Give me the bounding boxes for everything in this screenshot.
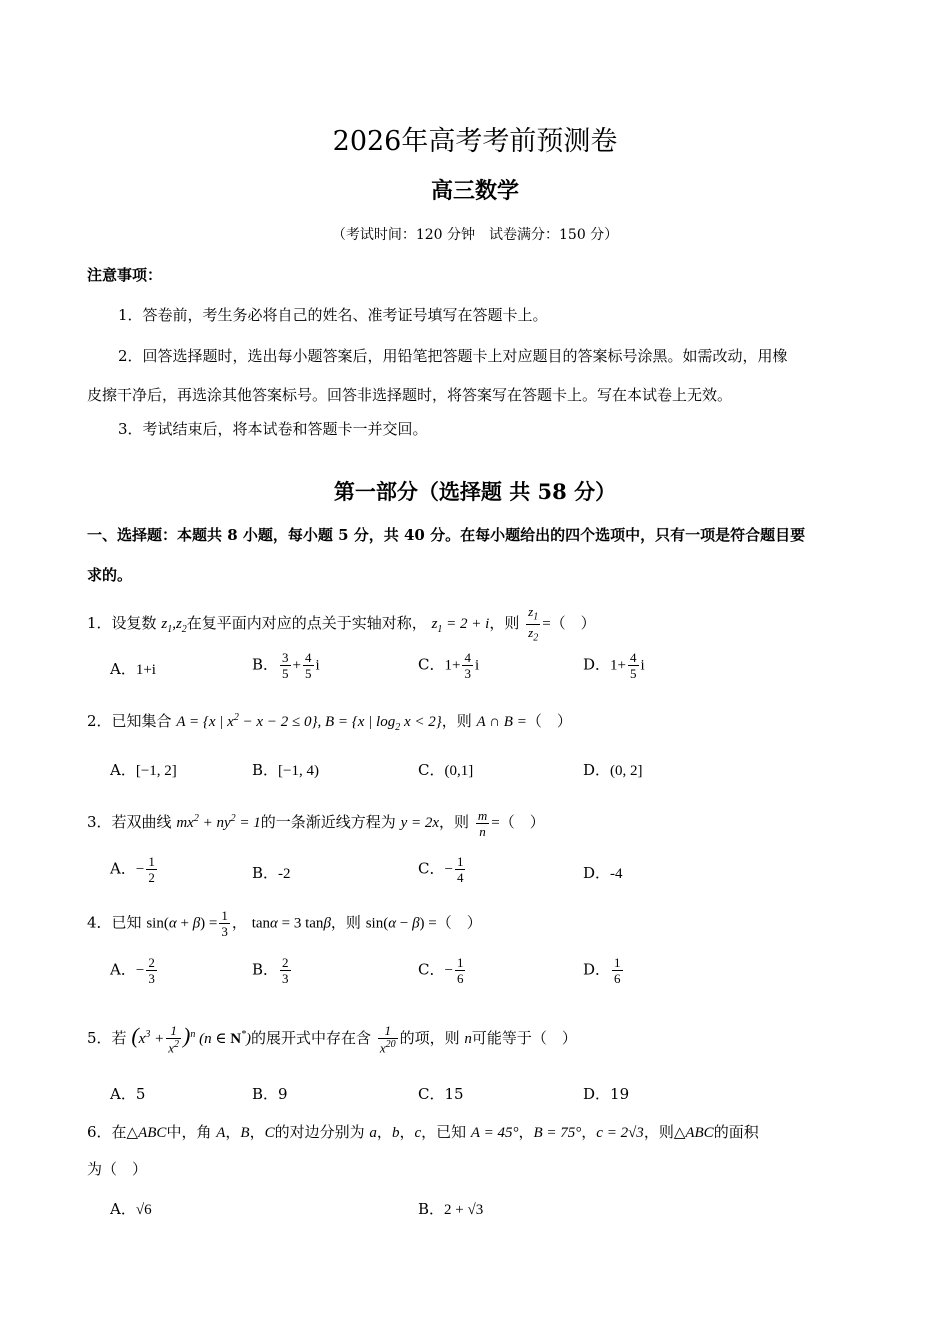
question-4	[87, 908, 482, 939]
math-expression: $mx^2 + ny^2 = 1$	[176, 813, 261, 831]
question-text: （ ）	[526, 712, 572, 730]
question-number: 6．	[87, 1123, 112, 1141]
notes-title: 注意事项：	[87, 266, 163, 284]
question-3: 3．若双曲线 $mx^2 + ny^2 = 1$的一条渐近线方程为 y = 2x，则 $\frac{m}{n}$ =（ ）	[87, 807, 545, 839]
option-a[interactable]: A．5	[110, 1085, 146, 1103]
note-item: 2．回答选择题时，选出每小题答案后，用铅笔把答题卡上对应题目的答案标号涂黑。如需改动，用橡	[118, 347, 788, 365]
note-item: 皮擦干净后，再选涂其他答案标号。回答非选择题时，将答案写在答题卡上。写在本试卷上无效。	[87, 386, 733, 404]
option-c[interactable]: C．15	[418, 1085, 464, 1103]
question-text: 的展开式中存在含	[251, 1029, 372, 1047]
math-expression: n	[464, 1031, 472, 1047]
math-expression: y = 2x	[400, 815, 440, 831]
question-number: 3．	[87, 813, 112, 831]
option-a[interactable]: A．√6	[110, 1200, 152, 1218]
question-text: 可能等于（ ）	[471, 1029, 577, 1047]
option-b[interactable]: B． $\frac{3}{5}$ + $\frac{4}{5}$ i	[252, 650, 320, 681]
page-title: 2026年高考考前预测卷	[332, 126, 618, 157]
option-a[interactable]: A．[−1, 2]	[110, 761, 177, 779]
math-fraction: $\frac{m}{n}$	[477, 807, 488, 839]
exam-timing: （考试时间：120 分钟 试卷满分：150 分）	[331, 227, 619, 243]
math-expression: ABC	[138, 1125, 167, 1141]
option-d[interactable]: D．19	[583, 1085, 630, 1103]
option-b[interactable]: B．-2	[252, 864, 291, 882]
option-d[interactable]: D．1+ $\frac{4}{5}$ i	[583, 650, 645, 681]
math-expression: )$^n$ (n ∈ N*)	[183, 1023, 252, 1048]
question-text: 若双曲线	[111, 813, 172, 831]
option-b[interactable]: B．9	[252, 1085, 288, 1103]
question-text: 的一条渐近线方程为	[260, 813, 396, 831]
section-instructions: 一、选择题：本题共 8 小题，每小题 5 分，共 40 分。在每小题给出的四个选项中，只有一项是符合题目要	[87, 526, 806, 544]
question-text: 的对边分别为	[274, 1123, 365, 1141]
math-expression: A = 45°	[470, 1125, 519, 1141]
question-text: ，已知	[421, 1123, 467, 1141]
question-text: 已知集合	[111, 712, 172, 730]
math-expression: sin(α − β) =	[365, 915, 437, 932]
question-text: （ ）	[436, 913, 482, 932]
question-number: 1．	[87, 614, 112, 633]
question-number: 4．	[87, 913, 112, 932]
math-expression: tanα = 3 tanβ	[251, 915, 331, 932]
math-expression: ($x^3$ +	[131, 1023, 165, 1048]
question-text: ，则	[439, 813, 470, 831]
question-text: （ ）	[550, 614, 596, 633]
math-expression: a	[369, 1125, 377, 1141]
question-text: 的项，则	[399, 1029, 460, 1047]
question-2	[87, 705, 572, 741]
math-fraction: $\frac{1}{3}$	[221, 908, 228, 939]
math-fraction: $\frac{1}{x^2}$	[168, 1022, 179, 1056]
option-c[interactable]: C．1+ $\frac{4}{3}$ i	[418, 650, 480, 681]
question-1: 1．设复数 $z_1,z_2$在复平面内对应的点关于实轴对称， $z_1 = 2 + i$，则 $\frac{z_1}{z_2}$ =（ ）	[87, 604, 596, 644]
option-b[interactable]: B．[−1, 4)	[252, 761, 319, 779]
question-text: ，则	[489, 614, 520, 633]
note-item: 3．考试结束后，将本试卷和答题卡一并交回。	[118, 420, 428, 438]
question-number: 2．	[87, 712, 112, 730]
option-c[interactable]: C．− $\frac{1}{6}$	[418, 955, 464, 986]
question-text: ，则△	[643, 1123, 686, 1141]
option-a[interactable]: A．1+i	[110, 660, 156, 678]
option-d[interactable]: D． $\frac{1}{6}$	[583, 955, 621, 986]
option-a[interactable]: A．− $\frac{1}{2}$	[110, 854, 155, 885]
option-c[interactable]: C．− $\frac{1}{4}$	[418, 854, 464, 885]
math-expression: $z_1 = 2 + i$	[431, 616, 490, 636]
math-expression: A	[216, 1125, 226, 1141]
question-text: 已知	[111, 913, 142, 932]
math-fraction: $\frac{z_1}{z_2}$	[528, 604, 539, 644]
question-6: 6．在△ABC中，角 A，B，C的对边分别为 a，b，c，已知 A = 45°，B = 75°，c = 2√3，则△ABC的面积	[87, 1123, 759, 1141]
option-b[interactable]: B．2 + √3	[418, 1200, 484, 1218]
math-expression: $z_1,z_2$	[161, 616, 187, 636]
math-expression: A ∩ B =	[476, 714, 527, 730]
option-d[interactable]: D．(0, 2]	[583, 761, 643, 779]
section-title: 第一部分（选择题 共 58 分）	[333, 479, 617, 504]
question-text: 在△	[111, 1123, 139, 1141]
option-a[interactable]: A．− $\frac{2}{3}$	[110, 955, 155, 986]
math-fraction: $\frac{1}{x^{20}}$	[379, 1022, 396, 1056]
math-expression: sin(α + β) =	[146, 915, 218, 932]
question-text: ，则	[441, 712, 472, 730]
question-text: 在复平面内对应的点关于实轴对称，	[186, 614, 427, 633]
question-text: ，	[231, 913, 247, 932]
option-d[interactable]: D．-4	[583, 864, 623, 882]
question-text: （ ）	[499, 813, 545, 831]
option-c[interactable]: C．(0,1]	[418, 761, 474, 779]
math-expression: A = {x | $x^2 - x - 2 \le 0$}, B = {x | $\log_2 x < 2$}	[176, 712, 442, 733]
section-instructions: 求的。	[87, 566, 133, 584]
page-subtitle: 高三数学	[430, 178, 519, 204]
question-text: ，则	[330, 913, 361, 932]
question-number: 5．	[87, 1029, 112, 1047]
option-b[interactable]: B． $\frac{2}{3}$	[252, 955, 289, 986]
note-item: 1．答卷前，考生务必将自己的姓名、准考证号填写在答题卡上。	[118, 306, 548, 324]
question-text: 设复数	[111, 614, 157, 633]
question-text: 中，角	[166, 1123, 212, 1141]
question-text: 的面积	[713, 1123, 759, 1141]
question-5	[87, 1022, 577, 1055]
question-6-line2: 为（ ）	[87, 1160, 148, 1178]
question-text: 若	[111, 1029, 127, 1047]
